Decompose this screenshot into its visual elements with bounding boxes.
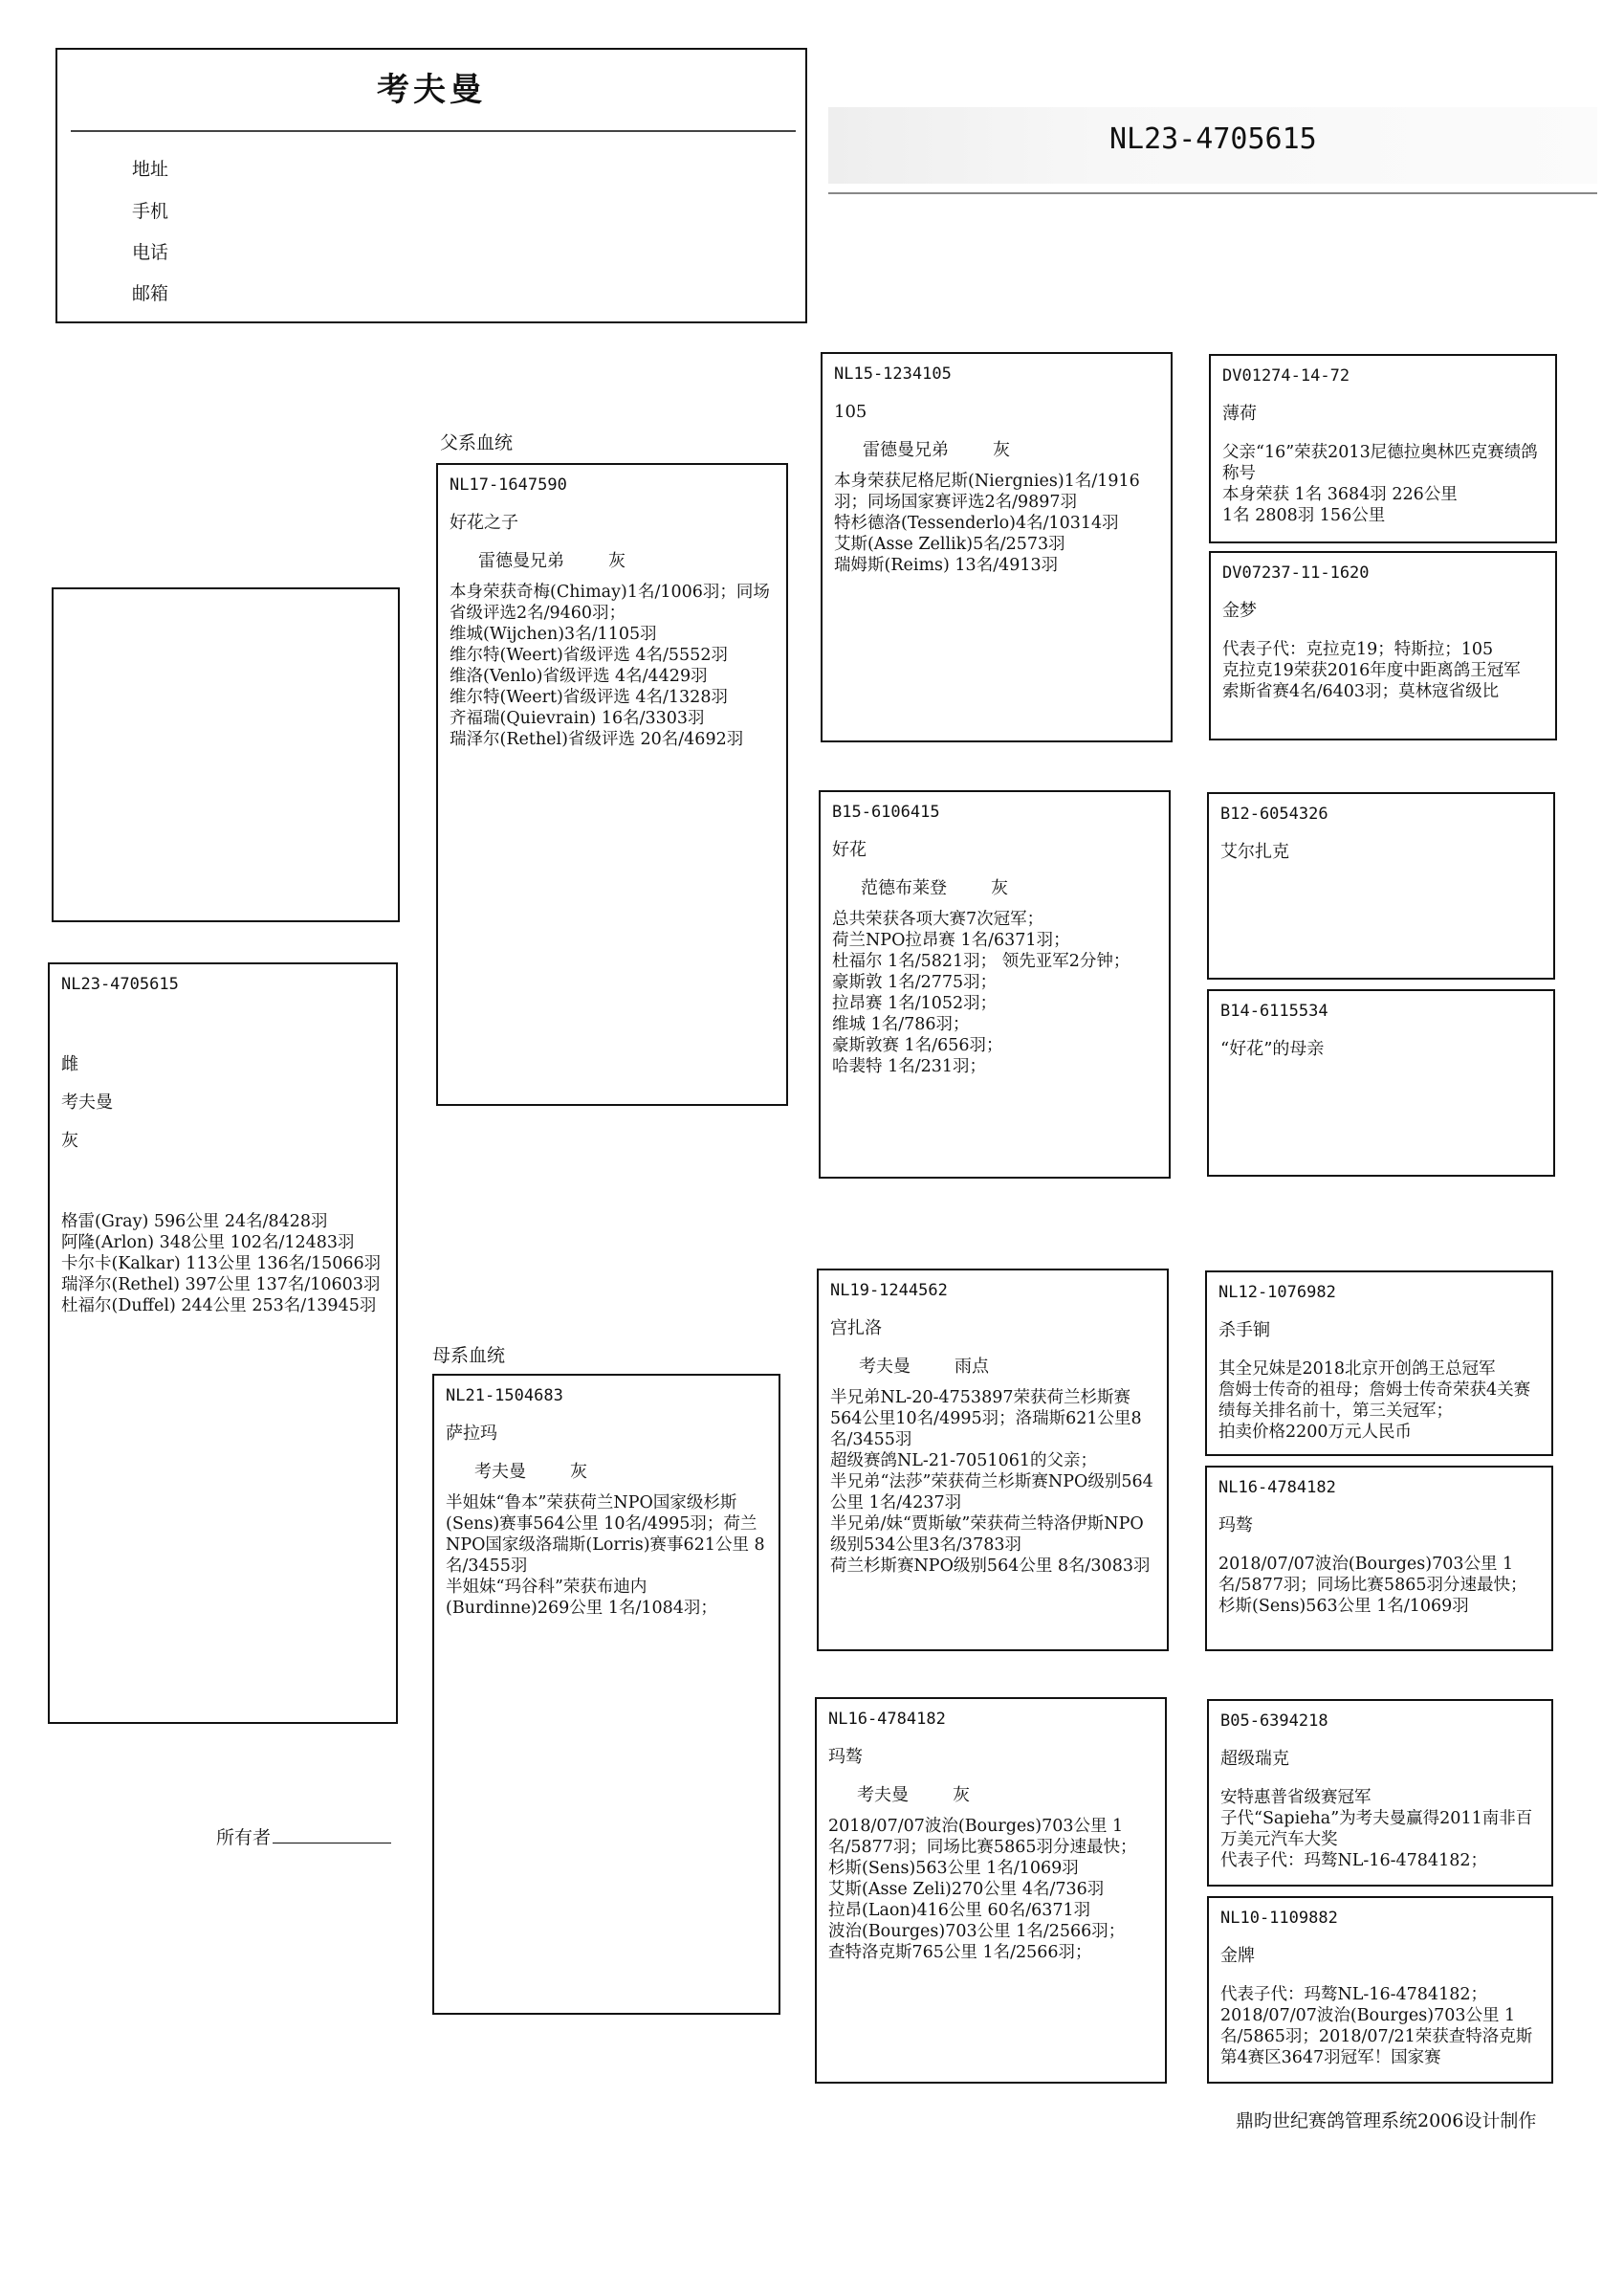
card-breeder: 雷德曼兄弟 xyxy=(478,551,564,571)
card-result-line: 本身荣获尼格尼斯(Niergnies)1名/1916羽；同场国家赛评选2名/9897羽 xyxy=(834,472,1140,512)
card-breeder: 考夫曼 xyxy=(859,1357,911,1377)
card-result-line: 维城 1名/786羽； xyxy=(832,1015,970,1034)
dam-sire-card xyxy=(817,1269,1169,1651)
card-result-line: 代表子代：玛骜NL-16-4784182； xyxy=(1220,1851,1487,1870)
dam-dam-card xyxy=(815,1697,1167,2084)
footer-credit: 鼎昀世纪赛鸽管理系统2006设计制作 xyxy=(1236,2110,1537,2131)
card-name: 105 xyxy=(834,402,867,422)
card-result-line: 豪斯敦赛 1名/656羽； xyxy=(832,1036,1003,1055)
card-result-line: 维洛(Venlo)省级评选 4名/4429羽 xyxy=(450,667,708,686)
subject-result: 瑞泽尔(Rethel) 397公里 137名/10603羽 xyxy=(61,1275,381,1294)
card-result-line: 艾斯(Asse Zeli)270公里 4名/736羽 xyxy=(828,1880,1105,1899)
card-result-line: 瑞泽尔(Rethel)省级评选 20名/4692羽 xyxy=(450,730,744,749)
dam-dam-dam-card xyxy=(1207,1896,1553,2084)
card-result-line: 克拉克19荣获2016年度中距离鸽王冠军 xyxy=(1222,661,1521,680)
card-result-line: 超级赛鸽NL-21-7051061的父亲； xyxy=(830,1451,1097,1470)
card-color: 灰 xyxy=(991,878,1008,898)
card-result-line: 2018/07/07波治(Bourges)703公里 1名/5877羽；同场比赛5865羽分速最快； xyxy=(1218,1555,1527,1595)
sire-dam-dam-card xyxy=(1207,989,1555,1177)
card-ring: DV01274-14-72 xyxy=(1222,366,1350,386)
card-ring: NL12-1076982 xyxy=(1218,1283,1336,1302)
card-ring: B12-6054326 xyxy=(1220,805,1328,824)
card-name: 艾尔扎克 xyxy=(1220,842,1289,862)
card-name: 杀手锏 xyxy=(1218,1320,1270,1340)
card-result-line: 齐福瑞(Quievrain) 16名/3303羽 xyxy=(450,709,705,728)
card-result-line: 拉昂赛 1名/1052羽； xyxy=(832,994,998,1013)
card-breeder: 考夫曼 xyxy=(857,1785,909,1805)
loft-title: 考夫曼 xyxy=(377,71,486,109)
card-color: 灰 xyxy=(570,1462,587,1482)
sire-sire-dam-card xyxy=(1209,551,1557,740)
card-result-line: 特杉德洛(Tessenderlo)4名/10314羽 xyxy=(834,514,1119,533)
card-name: 宫扎洛 xyxy=(830,1318,882,1338)
subject-sex: 雌 xyxy=(61,1054,78,1074)
ring-divider xyxy=(828,192,1597,194)
card-result-line: 詹姆士传奇的祖母；詹姆士传奇荣获4关赛绩每关排名前十，第三关冠军； xyxy=(1218,1380,1531,1421)
card-ring: NL16-4784182 xyxy=(828,1710,946,1729)
sire-sire-sire-card xyxy=(1209,354,1557,543)
card-color: 灰 xyxy=(993,440,1010,460)
card-result-line: 瑞姆斯(Reims) 13名/4913羽 xyxy=(834,556,1059,575)
subject-card xyxy=(48,962,398,1724)
dam-card xyxy=(432,1374,780,2015)
card-breeder-color xyxy=(450,551,775,572)
card-result-line: 哈裴特 1名/231羽； xyxy=(832,1057,986,1076)
card-result-line: 拍卖价格2200万元人民币 xyxy=(1218,1423,1413,1442)
card-result-line: 2018/07/07波治(Bourges)703公里 1名/5865羽；2018/07/21荣获查特洛克斯第4赛区3647羽冠军！国家赛 xyxy=(1220,2006,1533,2067)
card-ring: NL15-1234105 xyxy=(834,364,952,384)
card-color: 灰 xyxy=(953,1785,970,1805)
card-result-line: 本身荣获奇梅(Chimay)1名/1006羽；同场省级评选2名/9460羽； xyxy=(450,583,770,623)
contact-phone-label: 电话 xyxy=(132,242,169,263)
subject-ring: NL23-4705615 xyxy=(61,975,179,994)
card-ring: NL10-1109882 xyxy=(1220,1909,1338,1928)
card-result-line: 半姐妹“鲁本”荣获荷兰NPO国家级杉斯(Sens)赛事564公里 10名/4995羽；荷兰NPO国家级洛瑞斯(Lorris)赛事621公里 8名/3455羽 xyxy=(446,1493,765,1576)
sire-card xyxy=(436,463,788,1106)
card-result-line: 艾斯(Asse Zellik)5名/2573羽 xyxy=(834,535,1065,554)
dam-sire-sire-card xyxy=(1205,1270,1553,1456)
card-result-line: 其全兄妹是2018北京开创鸽王总冠军 xyxy=(1218,1359,1496,1379)
header-box xyxy=(55,48,807,323)
sire-line-label: 父系血统 xyxy=(440,432,514,453)
dam-dam-sire-card xyxy=(1207,1699,1553,1887)
card-result-line: 半兄弟/妹“贾斯敏”荣获荷兰特洛伊斯NPO级别534公里3名/3783羽 xyxy=(830,1514,1144,1555)
photo-frame xyxy=(52,587,400,922)
card-ring: NL16-4784182 xyxy=(1218,1478,1336,1497)
card-breeder-color xyxy=(828,1785,1153,1806)
card-result-line: 子代“Sapieha”为考夫曼赢得2011南非百万美元汽车大奖 xyxy=(1220,1809,1533,1849)
card-ring: NL19-1244562 xyxy=(830,1281,948,1300)
card-ring: NL21-1504683 xyxy=(446,1386,563,1405)
card-result-line: 杉斯(Sens)563公里 1名/1069羽 xyxy=(828,1859,1079,1878)
card-color: 灰 xyxy=(608,551,625,571)
card-breeder: 范德布莱登 xyxy=(861,878,947,898)
card-result-line: 总共荣获各项大赛7次冠军； xyxy=(832,910,1044,929)
contact-address-label: 地址 xyxy=(132,159,169,180)
card-result-line: 荷兰NPO拉昂赛 1名/6371羽； xyxy=(832,931,1070,950)
card-ring: B15-6106415 xyxy=(832,803,940,822)
subject-breeder: 考夫曼 xyxy=(61,1093,113,1113)
dam-sire-dam-card xyxy=(1205,1466,1553,1651)
card-result-line: 1名 2808羽 156公里 xyxy=(1222,506,1386,525)
card-result-line: 安特惠普省级赛冠军 xyxy=(1220,1788,1372,1807)
card-result-line: 杜福尔 1名/5821羽； 领先亚军2分钟； xyxy=(832,952,1130,971)
card-result-line: 本身荣获 1名 3684羽 226公里 xyxy=(1222,485,1458,504)
subject-result: 阿隆(Arlon) 348公里 102名/12483羽 xyxy=(61,1233,355,1252)
owner-label-text: 所有者 xyxy=(216,1827,272,1848)
subject-result: 格雷(Gray) 596公里 24名/8428羽 xyxy=(61,1212,328,1231)
card-name: 金梦 xyxy=(1222,601,1257,621)
card-ring: B05-6394218 xyxy=(1220,1711,1328,1731)
card-color: 雨点 xyxy=(955,1357,989,1377)
card-result-line: 查特洛克斯765公里 1名/2566羽； xyxy=(828,1943,1092,1962)
subject-result: 卡尔卡(Kalkar) 113公里 136名/15066羽 xyxy=(61,1254,382,1273)
card-result-line: 父亲“16”荣获2013尼德拉奥林匹克赛绩鸽称号 xyxy=(1222,443,1538,483)
card-name: 金牌 xyxy=(1220,1946,1255,1966)
sire-dam-card xyxy=(819,790,1171,1179)
card-name: 萨拉玛 xyxy=(446,1424,497,1444)
card-ring: B14-6115534 xyxy=(1220,1002,1328,1021)
card-result-line: 维城(Wijchen)3名/1105羽 xyxy=(450,625,657,644)
card-name: 好花 xyxy=(832,840,867,860)
card-result-line: 波治(Bourges)703公里 1名/2566羽； xyxy=(828,1922,1126,1941)
card-name: “好花”的母亲 xyxy=(1220,1039,1325,1059)
card-name: 玛骜 xyxy=(828,1747,863,1767)
card-result-line: 杉斯(Sens)563公里 1名/1069羽 xyxy=(1218,1597,1469,1616)
dam-line-label: 母系血统 xyxy=(432,1345,506,1366)
card-result-line: 2018/07/07波治(Bourges)703公里 1名/5877羽；同场比赛5865羽分速最快； xyxy=(828,1817,1137,1857)
card-result-line: 索斯省赛4名/6403羽；莫林寇省级比 xyxy=(1222,682,1500,701)
sire-dam-sire-card xyxy=(1207,792,1555,980)
card-breeder-color xyxy=(446,1462,767,1483)
card-name: 薄荷 xyxy=(1222,404,1257,424)
card-result-line: 荷兰杉斯赛NPO级别564公里 8名/3083羽 xyxy=(830,1556,1151,1576)
contact-email-label: 邮箱 xyxy=(132,283,169,304)
card-breeder: 雷德曼兄弟 xyxy=(863,440,949,460)
card-breeder-color xyxy=(832,878,1157,899)
card-result-line: 维尔特(Weert)省级评选 4名/5552羽 xyxy=(450,646,728,665)
card-name: 玛骜 xyxy=(1218,1515,1253,1535)
card-result-line: 代表子代：克拉克19；特斯拉；105 xyxy=(1222,640,1494,659)
card-breeder-color xyxy=(830,1357,1155,1378)
card-ring: NL17-1647590 xyxy=(450,475,567,495)
header-divider xyxy=(71,130,796,132)
subject-result: 杜福尔(Duffel) 244公里 253名/13945羽 xyxy=(61,1296,377,1315)
card-name: 超级瑞克 xyxy=(1220,1749,1289,1769)
card-result-line: 半姐妹“玛谷科”荣获布迪内(Burdinne)269公里 1名/1084羽； xyxy=(446,1578,717,1618)
card-result-line: 代表子代：玛骜NL-16-4784182； xyxy=(1220,1985,1487,2004)
card-result-line: 拉昂(Laon)416公里 60名/6371羽 xyxy=(828,1901,1091,1920)
card-breeder: 考夫曼 xyxy=(474,1462,526,1482)
card-result-line: 半兄弟“法莎”荣获荷兰杉斯赛NPO级别564公里 1名/4237羽 xyxy=(830,1472,1153,1512)
card-ring: DV07237-11-1620 xyxy=(1222,563,1370,583)
subject-color: 灰 xyxy=(61,1131,78,1151)
contact-mobile-label: 手机 xyxy=(132,201,169,222)
ring-number: NL23-4705615 xyxy=(1109,122,1317,156)
card-result-line: 维尔特(Weert)省级评选 4名/1328羽 xyxy=(450,688,728,707)
card-name: 好花之子 xyxy=(450,513,518,533)
card-breeder-color xyxy=(834,440,1159,461)
card-result-line: 半兄弟NL-20-4753897荣获荷兰杉斯赛564公里10名/4995羽；洛瑞斯621公里8名/3455羽 xyxy=(830,1388,1142,1449)
owner-label xyxy=(216,1823,391,1849)
sire-sire-card xyxy=(821,352,1173,742)
card-result-line: 豪斯敦 1名/2775羽； xyxy=(832,973,998,992)
